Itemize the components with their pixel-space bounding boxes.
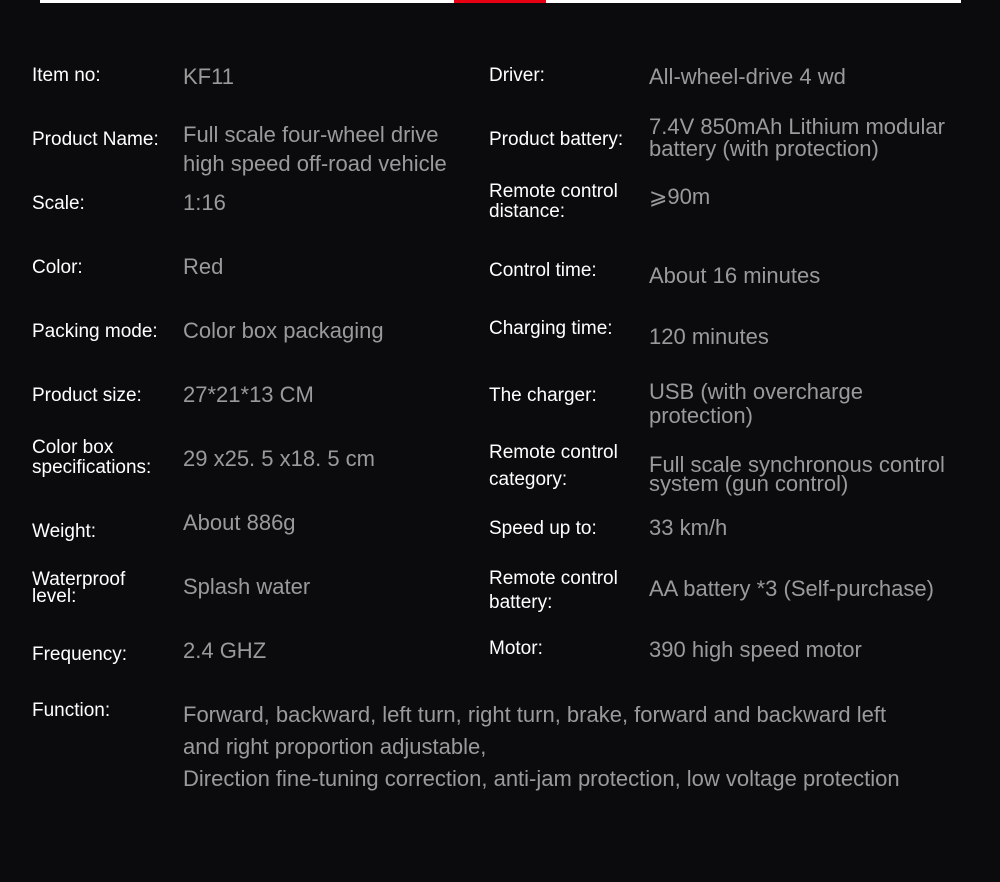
spec-value-product-battery: 7.4V 850mAh Lithium modular battery (with protection) <box>649 114 945 161</box>
spec-value-waterproof-level: Splash water <box>183 574 311 599</box>
spec-value-color: Red <box>183 254 224 279</box>
spec-label-waterproof-level: Waterproof level: <box>32 569 126 607</box>
spec-label-color-box-specifications: Color box specifications: <box>32 437 152 478</box>
spec-label-control-time: Control time: <box>489 260 597 281</box>
spec-label-product-name: Product Name: <box>32 129 159 150</box>
spec-value-product-name: Full scale four-wheel drive high speed off-road vehicle <box>183 122 447 176</box>
spec-value-remote-control-distance: ⩾90m <box>649 184 711 209</box>
spec-value-control-time: About 16 minutes <box>649 263 821 288</box>
spec-label-charging-time: Charging time: <box>489 318 613 339</box>
spec-label-motor: Motor: <box>489 638 543 659</box>
spec-label-speed-up-to: Speed up to: <box>489 518 597 539</box>
spec-value-item-no: KF11 <box>183 64 234 89</box>
spec-value-frequency: 2.4 GHZ <box>183 638 267 663</box>
spec-label-function: Function: <box>32 700 111 721</box>
spec-value-packing-mode: Color box packaging <box>183 318 384 343</box>
spec-label-driver: Driver: <box>489 65 545 86</box>
spec-value-motor: 390 high speed motor <box>649 637 862 662</box>
spec-label-product-size: Product size: <box>32 385 142 406</box>
spec-value-remote-control-battery: AA battery *3 (Self-purchase) <box>649 576 934 601</box>
top-divider-bar <box>40 0 961 3</box>
spec-label-packing-mode: Packing mode: <box>32 321 158 342</box>
top-divider-accent <box>454 0 546 3</box>
spec-label-frequency: Frequency: <box>32 644 128 665</box>
spec-label-remote-control-distance: Remote control distance: <box>489 181 618 222</box>
spec-value-color-box-specifications: 29 x25. 5 x18. 5 cm <box>183 446 375 471</box>
spec-label-color: Color: <box>32 257 83 278</box>
spec-label-item-no: Item no: <box>32 65 101 86</box>
spec-label-product-battery: Product battery: <box>489 129 624 150</box>
spec-label-weight: Weight: <box>32 521 97 542</box>
spec-label-remote-control-category: Remote control category: <box>489 442 618 490</box>
spec-value-remote-control-category: Full scale synchronous control system (gun control) <box>649 452 945 496</box>
spec-label-scale: Scale: <box>32 193 85 214</box>
spec-value-function: Forward, backward, left turn, right turn, brake, forward and backward left and right proportion adjustable, Direction fine-tuning correction, anti-jam protection, low voltage protection <box>183 702 900 791</box>
spec-value-the-charger: USB (with overcharge protection) <box>649 379 863 428</box>
spec-value-speed-up-to: 33 km/h <box>649 515 728 540</box>
spec-value-driver: All-wheel-drive 4 wd <box>649 64 846 89</box>
spec-value-charging-time: 120 minutes <box>649 324 769 349</box>
spec-value-weight: About 886g <box>183 510 296 535</box>
spec-value-product-size: 27*21*13 CM <box>183 382 314 407</box>
spec-label-the-charger: The charger: <box>489 385 597 406</box>
spec-value-scale: 1:16 <box>183 190 226 215</box>
spec-label-remote-control-battery: Remote control battery: <box>489 568 618 613</box>
